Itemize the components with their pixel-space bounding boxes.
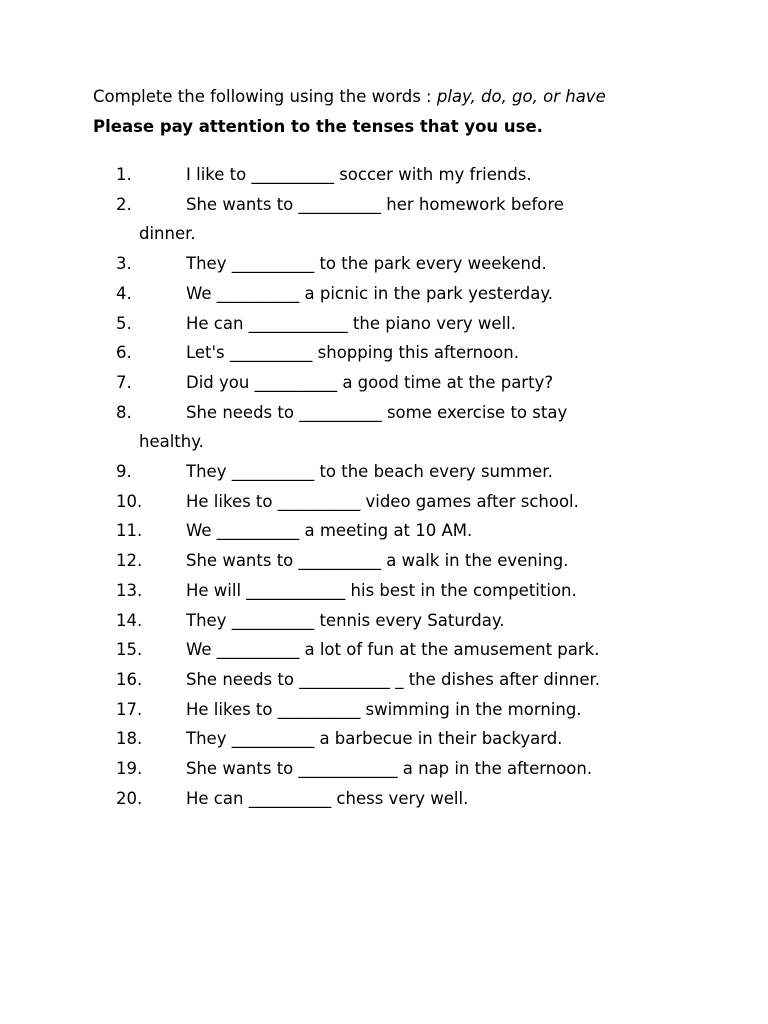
- exercise-number: 14.: [116, 610, 143, 630]
- exercise-number: 12.: [116, 551, 143, 571]
- exercise-number: 10.: [116, 491, 143, 511]
- exercise-list: [0, 160, 768, 813]
- exercise-item: [0, 249, 768, 279]
- exercise-number: 11.: [116, 521, 143, 541]
- exercise-number: 19.: [116, 759, 143, 779]
- exercise-number: 13.: [116, 580, 143, 600]
- exercise-number: 20.: [116, 788, 143, 808]
- exercise-sentence: He likes to __________ video games after school.: [186, 491, 579, 511]
- exercise-sentence: He can __________ chess very well.: [186, 788, 469, 808]
- exercise-number: 4.: [116, 283, 132, 303]
- instruction-word-list: play, do, go, or have: [436, 87, 606, 106]
- exercise-sentence: They __________ a barbecue in their backyard.: [186, 729, 563, 749]
- exercise-item: [0, 606, 768, 636]
- exercise-sentence: She wants to __________ her homework before: [186, 194, 564, 214]
- exercise-item: [0, 309, 768, 339]
- exercise-sentence: We __________ a meeting at 10 AM.: [186, 521, 473, 541]
- exercise-item: [0, 546, 768, 576]
- tense-reminder: Please pay attention to the tenses that you use.: [93, 117, 543, 136]
- exercise-number: 3.: [116, 254, 132, 274]
- exercise-number: 15.: [116, 640, 143, 660]
- exercise-item: [0, 160, 768, 190]
- exercise-number: 16.: [116, 669, 143, 689]
- exercise-item: [0, 754, 768, 784]
- exercise-number: 8.: [116, 402, 132, 422]
- exercise-sentence: She needs to ___________ _ the dishes after dinner.: [186, 669, 601, 689]
- exercise-number: 1.: [116, 165, 132, 184]
- exercise-sentence: We __________ a lot of fun at the amusement park.: [186, 640, 600, 660]
- exercise-number: 9.: [116, 462, 132, 482]
- exercise-item: [0, 635, 768, 665]
- exercise-item: [0, 724, 768, 754]
- exercise-sentence: She wants to ____________ a nap in the afternoon.: [186, 759, 593, 779]
- exercise-item: [0, 665, 768, 695]
- exercise-number: 17.: [116, 699, 143, 719]
- instruction-lead: Complete the following using the words :: [93, 87, 437, 106]
- exercise-number: 6.: [116, 343, 132, 363]
- exercise-sentence: They __________ to the park every weekend.: [186, 254, 547, 274]
- exercise-sentence-continuation: dinner.: [139, 224, 196, 244]
- exercise-sentence: She wants to __________ a walk in the evening.: [186, 551, 569, 571]
- exercise-sentence: We __________ a picnic in the park yesterday.: [186, 283, 553, 303]
- exercise-item: [0, 279, 768, 309]
- exercise-sentence: She needs to __________ some exercise to stay: [186, 402, 568, 422]
- exercise-number: 5.: [116, 313, 132, 333]
- exercise-sentence: He can ____________ the piano very well.: [186, 313, 516, 333]
- exercise-item: [0, 695, 768, 725]
- exercise-sentence: Did you __________ a good time at the party?: [186, 372, 554, 392]
- exercise-number: 7.: [116, 372, 132, 392]
- exercise-item: [0, 338, 768, 368]
- exercise-item: [0, 784, 768, 814]
- exercise-item: [0, 398, 768, 457]
- exercise-number: 18.: [116, 729, 143, 749]
- exercise-sentence-continuation: healthy.: [139, 432, 204, 452]
- exercise-sentence: They __________ tennis every Saturday.: [186, 610, 505, 630]
- exercise-sentence: He likes to __________ swimming in the morning.: [186, 699, 582, 719]
- exercise-item: [0, 457, 768, 487]
- exercise-item: [0, 487, 768, 517]
- instruction-line: [93, 86, 606, 108]
- exercise-item: [0, 576, 768, 606]
- exercise-item: [0, 368, 768, 398]
- exercise-number: 2.: [116, 194, 132, 214]
- exercise-sentence: Let's __________ shopping this afternoon.: [186, 343, 519, 363]
- exercise-item: [0, 516, 768, 546]
- exercise-sentence: He will ____________ his best in the competition.: [186, 580, 577, 600]
- exercise-sentence: I like to __________ soccer with my friends.: [186, 165, 532, 184]
- exercise-item: [0, 190, 768, 249]
- exercise-sentence: They __________ to the beach every summer.: [186, 462, 553, 482]
